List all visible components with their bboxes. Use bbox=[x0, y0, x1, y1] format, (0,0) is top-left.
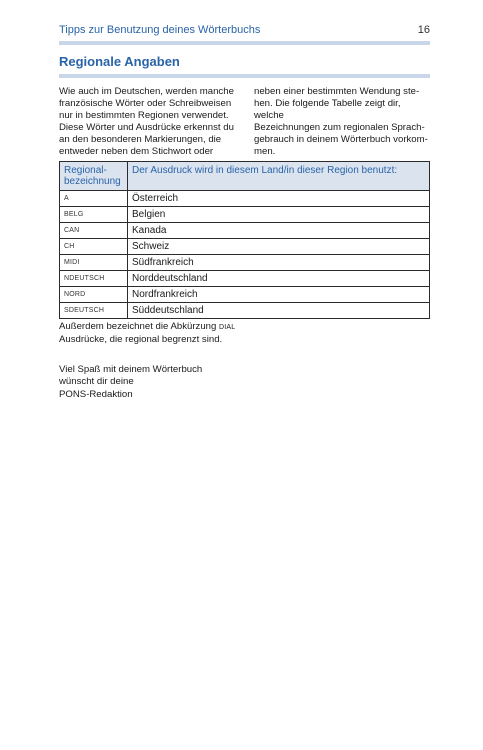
region-cell: Belgien bbox=[128, 207, 430, 223]
dial-abbr: DIAL bbox=[219, 324, 236, 331]
running-header-title: Tipps zur Benutzung deines Wörterbuchs bbox=[59, 24, 261, 36]
abbr-cell: CH bbox=[60, 239, 128, 255]
region-cell: Österreich bbox=[128, 191, 430, 207]
table-row bbox=[60, 239, 430, 255]
section-divider bbox=[59, 74, 430, 78]
region-cell: Südfrankreich bbox=[128, 255, 430, 271]
abbr-cell: MIDI bbox=[60, 255, 128, 271]
section-title: Regionale Angaben bbox=[59, 54, 180, 69]
intro-paragraph bbox=[59, 86, 430, 158]
region-cell: Kanada bbox=[128, 223, 430, 239]
table-row bbox=[60, 223, 430, 239]
signature: PONS-Redaktion bbox=[59, 389, 133, 400]
header-divider bbox=[59, 41, 430, 45]
region-cell: Norddeutschland bbox=[128, 271, 430, 287]
table-row bbox=[60, 271, 430, 287]
dial-note-text-before: Außerdem bezeichnet die Abkürzung bbox=[59, 321, 219, 332]
column-header-abbr: Regional- bezeichnung bbox=[60, 162, 128, 191]
dial-note bbox=[59, 321, 319, 346]
intro-right-column: neben einer bestimmten Wendung ste- hen. Die folgende Tabelle zeigt dir, welche Bezeichnungen zum regionalen Sprach- gebrauch in deinem Wörterbuch vorkom- men. bbox=[254, 86, 428, 157]
column-header-region: Der Ausdruck wird in diesem Land/in dieser Region benutzt: bbox=[128, 162, 430, 191]
table-header-row bbox=[60, 162, 430, 191]
page-number: 16 bbox=[417, 24, 430, 36]
dial-note-text-after: Ausdrücke, die regional begrenzt sind. bbox=[59, 334, 223, 345]
region-table bbox=[59, 161, 430, 319]
abbr-cell: BELG bbox=[60, 207, 128, 223]
intro-left-column: Wie auch im Deutschen, werden manche französische Wörter oder Schreibweisen nur in bestimmten Regionen verwendet. Diese Wörter und Ausdrücke erkennst du an den besonderen Markierungen, die entweder neben dem Stichwort oder bbox=[59, 86, 234, 157]
table-row bbox=[60, 191, 430, 207]
closing-text: Viel Spaß mit deinem Wörterbuch wünscht dir deine bbox=[59, 364, 203, 387]
table-row bbox=[60, 207, 430, 223]
table-row bbox=[60, 255, 430, 271]
abbr-cell: A bbox=[60, 191, 128, 207]
abbr-cell: NORD bbox=[60, 287, 128, 303]
abbr-cell: CAN bbox=[60, 223, 128, 239]
region-cell: Süddeutschland bbox=[128, 303, 430, 319]
region-cell: Schweiz bbox=[128, 239, 430, 255]
abbr-cell: SDEUTSCH bbox=[60, 303, 128, 319]
running-header bbox=[59, 24, 430, 40]
region-cell: Nordfrankreich bbox=[128, 287, 430, 303]
table-row bbox=[60, 303, 430, 319]
abbr-cell: NDEUTSCH bbox=[60, 271, 128, 287]
table-row bbox=[60, 287, 430, 303]
